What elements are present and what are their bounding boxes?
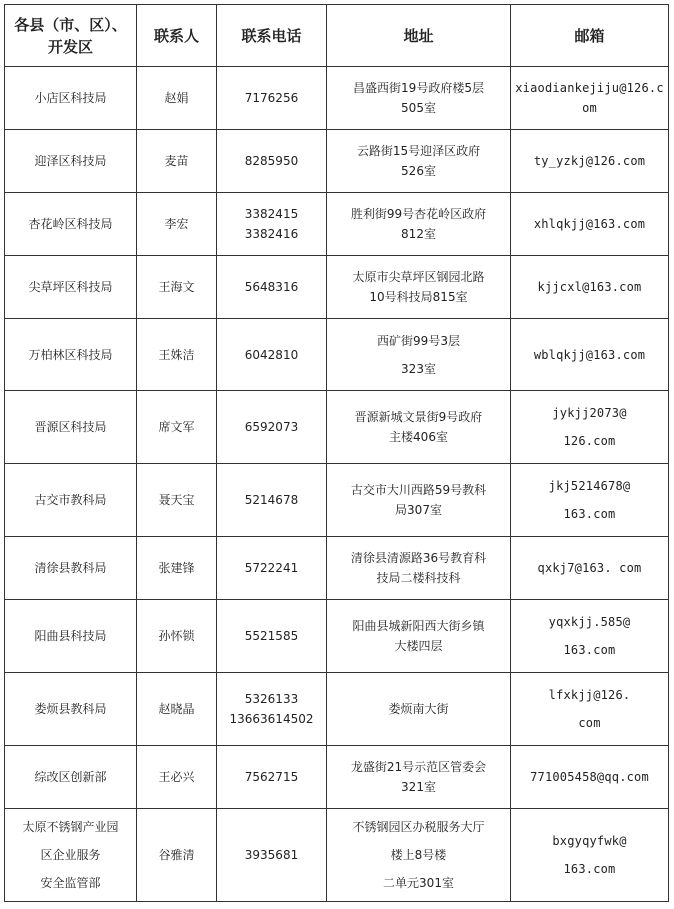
cell-address-line: 323室 (401, 361, 436, 376)
cell-unit-line: 安全监管部 (40, 876, 101, 890)
cell-phone (217, 537, 327, 600)
cell-unit-line: 万柏林区科技局 (28, 347, 113, 362)
table-row (5, 809, 669, 902)
cell-email (511, 600, 669, 673)
cell-contact: 麦苗 (137, 130, 217, 193)
cell-phone-line: 7176256 (244, 91, 299, 105)
cell-address-line: 505室 (401, 101, 436, 115)
cell-phone (217, 673, 327, 746)
cell-email (511, 746, 669, 809)
cell-unit-line: 杏花岭区科技局 (28, 217, 113, 231)
cell-unit-line: 区企业服务 (40, 848, 101, 862)
cell-email-line: jykjj2073@ (552, 406, 627, 420)
cell-address-line: 二单元301室 (383, 876, 454, 890)
cell-contact: 赵晓晶 (137, 673, 217, 746)
table-row (5, 319, 669, 391)
cell-phone-line: 3382415 (244, 207, 299, 221)
cell-contact: 王海文 (137, 256, 217, 319)
cell-unit (5, 809, 137, 902)
cell-phone (217, 600, 327, 673)
cell-address-line: 昌盛西街19号政府楼5层 (353, 81, 484, 95)
cell-unit-line: 综改区创新部 (34, 770, 107, 784)
table-row (5, 464, 669, 537)
cell-phone-line: 7562715 (244, 770, 299, 784)
cell-address (327, 193, 511, 256)
cell-phone-line: 6042810 (244, 347, 299, 362)
cell-address-line: 古交市大川西路59号教科 (350, 483, 487, 497)
cell-email-line: xhlqkjj@163.com (533, 217, 646, 231)
cell-unit-line: 晋源区科技局 (34, 420, 107, 434)
cell-address-line: 龙盛街21号示范区管委会 (350, 760, 487, 774)
cell-address (327, 256, 511, 319)
cell-unit (5, 600, 137, 673)
cell-email (511, 537, 669, 600)
cell-email (511, 319, 669, 391)
cell-unit (5, 256, 137, 319)
cell-email-line: bxgyqyfwk@ (552, 834, 627, 848)
cell-phone-line: 3935681 (244, 848, 299, 862)
table-row (5, 130, 669, 193)
cell-address (327, 67, 511, 130)
cell-phone (217, 464, 327, 537)
cell-email-line: kjjcxl@163.com (537, 280, 642, 294)
cell-contact: 王姝洁 (137, 319, 217, 391)
cell-phone-line: 3382416 (244, 227, 299, 241)
cell-email-line: com (578, 716, 601, 730)
cell-phone (217, 319, 327, 391)
cell-address-line: 812室 (401, 227, 436, 241)
cell-phone (217, 256, 327, 319)
header-address: 地址 (327, 5, 511, 67)
cell-contact: 孙怀锁 (137, 600, 217, 673)
cell-address-line: 10号科技局815室 (369, 290, 468, 304)
cell-email-line: 163.com (563, 643, 616, 657)
cell-unit (5, 464, 137, 537)
cell-email-line: wblqkjj@163.com (533, 347, 646, 362)
cell-address-line: 云路街15号迎泽区政府 (356, 144, 481, 158)
table-row (5, 537, 669, 600)
cell-email-line: jkj5214678@ (548, 479, 631, 493)
cell-phone-line: 6592073 (244, 420, 299, 434)
cell-address (327, 809, 511, 902)
cell-address-line: 局307室 (395, 503, 442, 517)
cell-address-line: 不锈钢园区办税服务大厅 (352, 820, 485, 834)
cell-address-line: 清徐县清源路36号教育科 (350, 551, 487, 565)
cell-unit-line: 古交市教科局 (34, 493, 107, 507)
cell-unit (5, 746, 137, 809)
cell-address-line: 晋源新城文景街9号政府 (354, 410, 483, 424)
table-row (5, 746, 669, 809)
cell-phone (217, 391, 327, 464)
cell-phone (217, 67, 327, 130)
cell-email (511, 809, 669, 902)
header-contact: 联系人 (137, 5, 217, 67)
header-email: 邮箱 (511, 5, 669, 67)
cell-unit-line: 尖草坪区科技局 (28, 280, 113, 294)
cell-email (511, 256, 669, 319)
cell-phone-line: 5326133 (244, 692, 299, 706)
cell-email-line: xiaodiankejiju@126.com (515, 81, 664, 115)
cell-contact: 王必兴 (137, 746, 217, 809)
cell-address-line: 321室 (401, 780, 436, 794)
cell-phone (217, 130, 327, 193)
table-row (5, 673, 669, 746)
cell-unit (5, 67, 137, 130)
cell-address (327, 537, 511, 600)
cell-phone-line: 5722241 (244, 561, 299, 575)
cell-address (327, 319, 511, 391)
cell-contact: 谷雅清 (137, 809, 217, 902)
cell-address (327, 130, 511, 193)
cell-address-line: 太原市尖草坪区钢园北路 (352, 270, 485, 284)
cell-phone-line: 5521585 (244, 629, 299, 643)
cell-address-line: 技局二楼科技科 (376, 571, 461, 585)
cell-contact: 聂天宝 (137, 464, 217, 537)
cell-email-line: 126.com (563, 434, 616, 448)
cell-address-line: 娄烦南大街 (388, 702, 449, 716)
cell-unit-line: 阳曲县科技局 (34, 629, 107, 643)
cell-phone-line: 5648316 (244, 280, 299, 294)
cell-address-line: 西矿街99号3层 (377, 333, 460, 348)
table-row (5, 193, 669, 256)
cell-unit (5, 193, 137, 256)
cell-unit-line: 清徐县教科局 (34, 561, 107, 575)
cell-unit (5, 130, 137, 193)
cell-address-line: 大楼四层 (394, 639, 443, 653)
cell-email-line: 163.com (563, 862, 616, 876)
cell-address-line: 526室 (401, 164, 436, 178)
cell-email (511, 193, 669, 256)
cell-unit (5, 673, 137, 746)
cell-address (327, 391, 511, 464)
cell-email (511, 391, 669, 464)
header-phone: 联系电话 (217, 5, 327, 67)
cell-contact: 席文军 (137, 391, 217, 464)
cell-contact: 李宏 (137, 193, 217, 256)
cell-unit (5, 391, 137, 464)
cell-unit (5, 537, 137, 600)
cell-address (327, 746, 511, 809)
table-row (5, 67, 669, 130)
cell-unit-line: 太原不锈钢产业园 (22, 820, 119, 834)
cell-email-line: qxkj7@163. com (537, 561, 642, 575)
cell-email (511, 67, 669, 130)
cell-email-line: ty_yzkj@126.com (533, 154, 646, 168)
table-row (5, 391, 669, 464)
cell-phone-line: 13663614502 (229, 712, 314, 726)
cell-address (327, 600, 511, 673)
contacts-table (4, 4, 669, 902)
cell-address (327, 464, 511, 537)
cell-email-line: 163.com (563, 507, 616, 521)
cell-email (511, 130, 669, 193)
cell-unit-line: 迎泽区科技局 (34, 154, 107, 168)
cell-address-line: 胜利街99号杏花岭区政府 (350, 207, 487, 221)
cell-phone (217, 809, 327, 902)
cell-unit-line: 小店区科技局 (34, 91, 107, 105)
cell-contact: 张建锋 (137, 537, 217, 600)
cell-phone-line: 8285950 (244, 154, 299, 168)
header-row (5, 5, 669, 67)
cell-email-line: lfxkjj@126. (548, 688, 631, 702)
cell-phone (217, 193, 327, 256)
table-row (5, 600, 669, 673)
table-body (5, 67, 669, 902)
cell-email (511, 464, 669, 537)
cell-phone-line: 5214678 (244, 493, 299, 507)
cell-address (327, 673, 511, 746)
cell-email (511, 673, 669, 746)
cell-phone (217, 746, 327, 809)
cell-unit-line: 娄烦县教科局 (34, 702, 107, 716)
header-unit: 各县（市、区）、开发区 (5, 5, 137, 67)
cell-email-line: 771005458@qq.com (530, 770, 649, 784)
cell-contact: 赵娟 (137, 67, 217, 130)
cell-address-line: 阳曲县城新阳西大街乡镇 (352, 619, 485, 633)
cell-email-line: yqxkjj.585@ (548, 615, 631, 629)
cell-unit (5, 319, 137, 391)
table-row (5, 256, 669, 319)
cell-address-line: 楼上8号楼 (390, 848, 447, 862)
cell-address-line: 主楼406室 (389, 430, 448, 444)
